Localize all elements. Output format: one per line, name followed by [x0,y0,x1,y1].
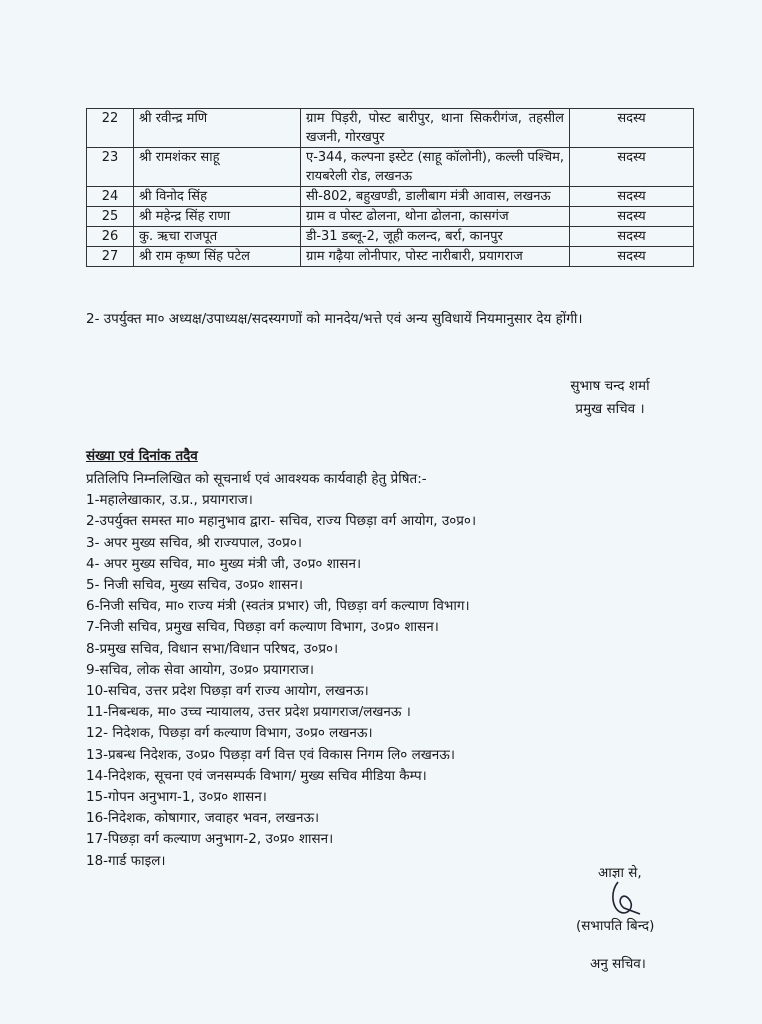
member-address: सी-802, बहुखण्डी, डालीबाग मंत्री आवास, लखनऊ [301,187,570,207]
member-name: श्री रवीन्द्र मणि [134,109,301,148]
copy-list-item: 17-पिछड़ा वर्ग कल्याण अनुभाग-2, उ०प्र० शासन। [86,831,334,848]
member-address: ग्राम गढ़ैया लोनीपार, पोस्ट नारीबारी, प्रयागराज [301,247,570,267]
table-row [87,247,694,267]
copy-list-item: 9-सचिव, लोक सेवा आयोग, उ०प्र० प्रयागराज। [86,661,314,678]
copy-list-item: 15-गोपन अनुभाग-1, उ०प्र० शासन। [86,789,267,806]
copy-list-item: 13-प्रबन्ध निदेशक, उ०प्र० पिछड़ा वर्ग वित्त एवं विकास निगम लि० लखनऊ। [86,746,455,763]
member-name: श्री रामशंकर साहू [134,148,301,187]
member-address: ग्राम पिड़री, पोस्ट बारीपुर, थाना सिकरीगंज, तहसील खजनी, गोरखपुर [301,109,570,148]
member-role: सदस्य [570,109,694,148]
paragraph-2: 2- उपर्युक्त मा० अध्यक्ष/उपाध्यक्ष/सदस्यगणों को मानदेय/भत्ते एवं अन्य सुविधायें नियमानुसार देय होंगी। [86,311,583,327]
row-number: 27 [87,247,134,267]
copy-list-item: 16-निदेशक, कोषागार, जवाहर भवन, लखनऊ। [86,810,320,827]
member-role: सदस्य [570,148,694,187]
copy-list-item: 14-निदेशक, सूचना एवं जनसम्पर्क विभाग/ मुख्य सचिव मीडिया कैम्प। [86,767,427,784]
copy-list-item: 4- अपर मुख्य सचिव, मा० मुख्य मंत्री जी, उ०प्र० शासन। [86,555,362,572]
copy-list-item: 2-उपर्युक्त समस्त मा० महानुभाव द्वारा- सचिव, राज्य पिछड़ा वर्ग आयोग, उ०प्र०। [86,513,477,530]
row-number: 23 [87,148,134,187]
order-name: (सभापति बिन्द) [576,918,655,934]
copy-list-item: 10-सचिव, उत्तर प्रदेश पिछड़ा वर्ग राज्य आयोग, लखनऊ। [86,683,369,700]
order-designation: अनु सचिव। [590,956,646,972]
signatory-designation: प्रमुख सचिव । [575,401,645,417]
copy-list-item: 7-निजी सचिव, प्रमुख सचिव, पिछड़ा वर्ग कल्याण विभाग, उ०प्र० शासन। [86,619,439,636]
copy-intro: प्रतिलिपि निम्नलिखित को सूचनार्थ एवं आवश्यक कार्यवाही हेतु प्रेषित:- [86,471,427,487]
member-name: श्री विनोद सिंह [134,187,301,207]
member-address: ए-344, कल्पना इस्टेट (साहू कॉलोनी), कल्ली पश्चिम, रायबरेली रोड, लखनऊ [301,148,570,187]
member-role: सदस्य [570,227,694,247]
member-name: श्री राम कृष्ण सिंह पटेल [134,247,301,267]
copy-list-item: 1-महालेखाकार, उ.प्र., प्रयागराज। [86,492,253,509]
member-role: सदस्य [570,187,694,207]
copy-heading: संख्या एवं दिनांक तदैव [86,448,198,464]
table-row [87,227,694,247]
copy-list-item: 5- निजी सचिव, मुख्य सचिव, उ०प्र० शासन। [86,577,304,594]
row-number: 22 [87,109,134,148]
member-address: डी-31 डब्लू-2, जूही कलन्द, बर्रा, कानपुर [301,227,570,247]
member-address: ग्राम व पोस्ट ढोलना, थोना ढोलना, कासगंज [301,207,570,227]
copy-list-item: 18-गार्ड फाइल। [86,852,166,869]
copy-list-item: 11-निबन्धक, मा० उच्च न्यायालय, उत्तर प्रदेश प्रयागराज/लखनऊ । [86,704,411,721]
copy-list-item: 8-प्रमुख सचिव, विधान सभा/विधान परिषद, उ०प्र०। [86,640,339,657]
copy-list [86,469,476,872]
table-row [87,148,694,187]
row-number: 25 [87,207,134,227]
signature-scribble [606,878,646,920]
members-table [86,108,694,267]
copy-list-item: 12- निदेशक, पिछड़ा वर्ग कल्याण विभाग, उ०प्र० लखनऊ। [86,725,373,742]
row-number: 26 [87,227,134,247]
member-name: श्री महेन्द्र सिंह राणा [134,207,301,227]
table-row [87,207,694,227]
copy-list-item: 6-निजी सचिव, मा० राज्य मंत्री (स्वतंत्र प्रभार) जी, पिछड़ा वर्ग कल्याण विभाग। [86,598,470,615]
member-role: सदस्य [570,207,694,227]
copy-list-item: 3- अपर मुख्य सचिव, श्री राज्यपाल, उ०प्र०। [86,534,302,551]
member-role: सदस्य [570,247,694,267]
table-row [87,109,694,148]
member-name: कु. ऋचा राजपूत [134,227,301,247]
row-number: 24 [87,187,134,207]
by-order: आज्ञा से, [598,865,642,881]
table-row [87,187,694,207]
signatory-name: सुभाष चन्द शर्मा [570,378,650,394]
